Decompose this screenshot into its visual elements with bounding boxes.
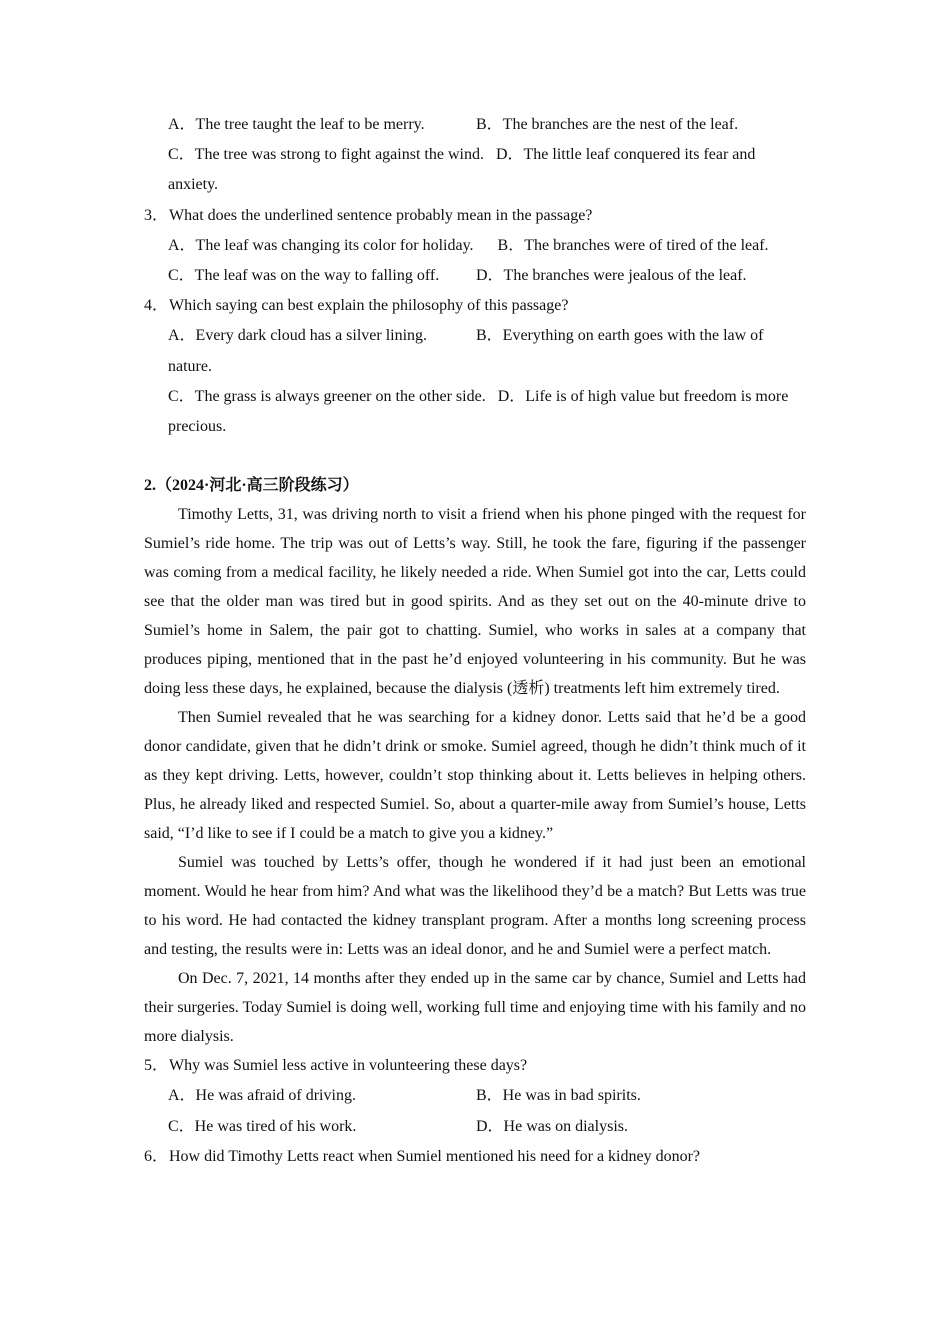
question-number: 5． — [144, 1057, 169, 1074]
option-a: A．He was afraid of driving. — [168, 1087, 356, 1104]
option-c: C．The grass is always greener on the other side. — [168, 387, 486, 405]
question-text: Which saying can best explain the philosophy of this passage? — [169, 297, 569, 315]
option-b: B．Everything on earth goes with the law of nature. — [168, 327, 764, 375]
option-row — [144, 261, 806, 291]
option-c: C．The tree was strong to fight against the wind. — [168, 146, 484, 164]
previous-questions — [144, 110, 806, 442]
option-b: B．He was in bad spirits. — [476, 1087, 641, 1104]
option-a: A．Every dark cloud has a silver lining. — [168, 327, 428, 345]
option-d: D．The little leaf conquered its fear and anxiety. — [168, 146, 756, 194]
question-number: 3． — [144, 206, 169, 224]
question-6 — [144, 1142, 806, 1171]
section-heading: 2.（2024·河北·高三阶段练习） — [144, 477, 359, 494]
option-b: B．The branches are the nest of the leaf. — [476, 116, 739, 133]
option-row — [144, 110, 806, 140]
question-number: 6． — [144, 1148, 169, 1165]
question-text: How did Timothy Letts react when Sumiel mentioned his need for a kidney donor? — [169, 1148, 701, 1165]
question-4 — [144, 291, 806, 321]
option-d: D．He was on dialysis. — [476, 1118, 628, 1135]
question-number: 4． — [144, 297, 169, 315]
question-3 — [144, 201, 806, 231]
option-row — [144, 231, 806, 261]
question-text: What does the underlined sentence probably mean in the passage? — [169, 206, 593, 224]
option-d: D．Life is of high value but freedom is more precious. — [168, 387, 789, 436]
option-row — [144, 1111, 806, 1142]
option-a: A．The tree taught the leaf to be merry. — [168, 116, 425, 133]
section-2 — [144, 471, 806, 1171]
option-row — [144, 382, 806, 442]
option-c: C．The leaf was on the way to falling off. — [168, 267, 440, 285]
passage-paragraph: Then Sumiel revealed that he was searching for a kidney donor. Letts said that he’d be a good donor candidate, given that he didn’t drink or smoke. Sumiel agreed, though he didn’t think much of it as they kept driving. Letts, however, couldn’t stop thinking about it. Letts believes in helping others. Plus, he already liked and respected Sumiel. So, about a quarter-mile away from Sumiel’s house, Letts said, “I’d like to see if I could be a match to give you a kidney.” — [144, 709, 806, 842]
passage-paragraph: Sumiel was touched by Letts’s offer, though he wondered if it had just been an emotional moment. Would he hear from him? And what was the likelihood they’d be a match? But Letts was true to his word. He had contacted the kidney transplant program. After a months long screening process and testing, the results were in: Letts was an ideal donor, and he and Sumiel were a perfect match. — [144, 854, 806, 958]
option-row — [144, 1080, 806, 1111]
question-text: Why was Sumiel less active in volunteering these days? — [169, 1057, 528, 1074]
option-row — [144, 140, 806, 200]
option-d: D．The branches were jealous of the leaf. — [476, 267, 747, 285]
option-row — [144, 321, 806, 381]
passage-paragraph: Timothy Letts, 31, was driving north to visit a friend when his phone pinged with the request for Sumiel’s ride home. The trip was out of Letts’s way. Still, he took the fare, figuring if the passenger was coming from a medical facility, he likely needed a ride. When Sumiel got into the car, Letts could see that the older man was tired but in good spirits. And as they set out on the 40-minute drive to Sumiel’s home in Salem, the pair got to chatting. Sumiel, who works in sales at a company that produces piping, mentioned that in the past he’d enjoyed volunteering in his community. But he was doing less these days, he explained, because the dialysis (透析) treatments left him extremely tired. — [144, 506, 806, 697]
passage-paragraph: On Dec. 7, 2021, 14 months after they ended up in the same car by chance, Sumiel and Letts had their surgeries. Today Sumiel is doing well, working full time and enjoying time with his family and no more dialysis. — [144, 970, 806, 1045]
option-c: C．He was tired of his work. — [168, 1118, 357, 1135]
question-5 — [144, 1051, 806, 1080]
option-a: A．The leaf was changing its color for holiday. — [168, 236, 474, 254]
option-b: B．The branches were of tired of the leaf. — [497, 236, 769, 254]
